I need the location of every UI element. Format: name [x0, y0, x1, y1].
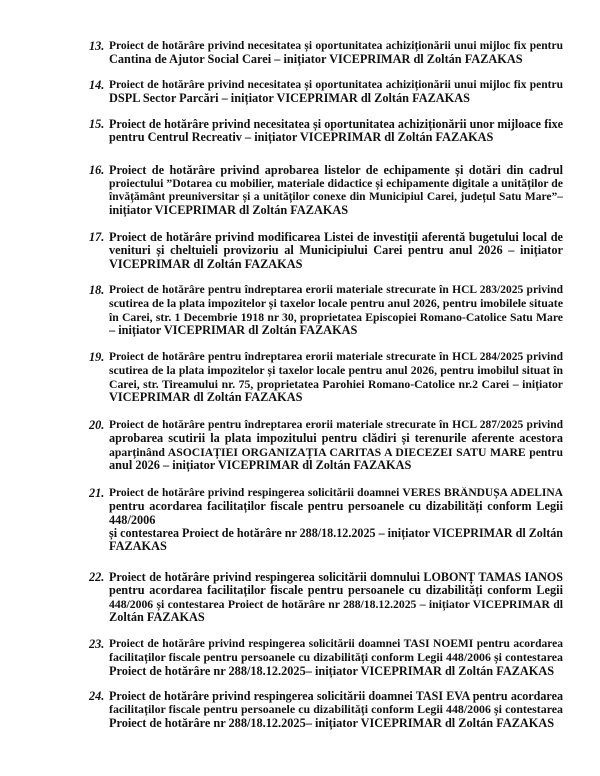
item-line: FAZAKAS [109, 540, 167, 554]
item-text [109, 79, 563, 106]
item-text [109, 164, 563, 217]
item-text [109, 351, 563, 404]
item-number: 20. [89, 418, 105, 432]
item-number: 14. [89, 78, 105, 92]
item-line: Proiect de hotărâre privind necesitatea și oportunitatea achiziționării unui mijloc fix pentru [109, 79, 563, 91]
item-line: Proiect de hotărâre pentru îndreptarea erorii materiale strecurate în HCL 284/2025 privind [109, 351, 563, 363]
item-text [109, 571, 563, 624]
item-text [109, 231, 563, 271]
item-line: DSPL Sector Parcări – inițiator VICEPRIMAR dl Zoltán FAZAKAS [109, 92, 470, 106]
item-line: Proiect de hotărâre pentru îndreptarea erorii materiale strecurate în HCL 283/2025 privind [109, 284, 563, 296]
item-number: 22. [89, 570, 105, 584]
item-number: 19. [89, 350, 105, 364]
item-line: Proiect de hotărâre pentru îndreptarea erorii materiale strecurate în HCL 287/2025 privind [109, 419, 563, 431]
item-line: Proiect de hotărâre nr 288/18.12.2025– inițiator VICEPRIMAR dl Zoltán FAZAKAS [109, 664, 555, 678]
item-line: pentru Centrul Recreativ – inițiator VICEPRIMAR dl Zoltán FAZAKAS [109, 131, 494, 145]
item-number: 23. [89, 637, 105, 651]
item-text [109, 118, 563, 145]
item-text [109, 487, 563, 553]
item-line: – inițiator VICEPRIMAR dl Zoltán FAZAKAS [109, 323, 358, 337]
item-text [109, 419, 563, 472]
item-text [109, 40, 563, 67]
item-text [109, 638, 563, 678]
item-line: pentru acordarea facilitaților fiscale pentru persoanele cu dizabilități conform Legii [109, 584, 563, 598]
item-line: Proiect de hotărâre privind necesitatea și oportunitatea achiziționării unui mijloc fix pentru [109, 40, 563, 52]
item-line: VICEPRIMAR dl Zoltán FAZAKAS [109, 390, 303, 404]
item-number: 15. [89, 117, 105, 131]
item-line: Cantina de Ajutor Social Carei – inițiator VICEPRIMAR dl Zoltán FAZAKAS [109, 53, 523, 67]
item-line: inițiator VICEPRIMAR dl Zoltán FAZAKAS [109, 203, 349, 217]
item-number: 24. [89, 689, 105, 703]
item-line: Proiect de hotărâre privind respingerea solicitării domnului LOBONȚ TAMAS IANOS [109, 571, 563, 584]
item-number: 21. [89, 486, 105, 500]
item-line: Carei, str. Tireamului nr. 75, proprietatea Parohiei Romano-Catolice nr.2 Carei – inițiator [109, 377, 563, 391]
item-number: 16. [89, 163, 105, 177]
item-text [109, 284, 563, 337]
item-line: Proiect de hotărâre privind respingerea solicitării doamnei VERES BRÂNDUȘA ADELINA [109, 487, 563, 499]
item-number: 17. [89, 230, 105, 244]
item-line: aparținând ASOCIAȚIEI ORGANIZAȚIA CARITAS A DIECEZEI SATU MARE pentru [109, 445, 563, 459]
item-line: scutirea de la plata impozitelor și taxelor locale pentru anul 2026, pentru imobilele situate [109, 297, 563, 311]
item-line: Proiect de hotărâre privind aprobarea listelor de echipamente și dotări din cadrul [109, 164, 563, 177]
item-line: 448/2006 [109, 513, 156, 527]
item-line: anul 2026 – inițiator VICEPRIMAR dl Zoltán FAZAKAS [109, 458, 412, 472]
item-line: facilitaților fiscale pentru persoanele cu dizabilități conform Legii 448/2006 și contestarea [109, 703, 563, 717]
item-line: învățământ preuniversitar și a unităților conexe din Municipiul Carei, județul Satu Mare”– [109, 190, 563, 203]
item-line: facilitaților fiscale pentru persoanele cu dizabilități conform Legii 448/2006 și contestarea [109, 651, 563, 665]
item-line: VICEPRIMAR dl Zoltán FAZAKAS [109, 257, 303, 271]
item-line: aprobarea scutirii la plata impozitului pentru clădiri și terenurile aferente acestora [109, 432, 563, 446]
item-line: Proiect de hotărâre privind respingerea solicitării doamnei TASI NOEMI pentru acordarea [109, 638, 563, 650]
item-line: 448/2006 și contestarea Proiect de hotărâre nr 288/18.12.2025 – inițiator VICEPRIMAR dl [109, 597, 563, 611]
item-line: scutirea de la plata impozitelor și taxelor locale pentru anul 2026, pentru imobilul situat în [109, 364, 563, 378]
item-number: 13. [89, 39, 105, 53]
item-line: și contestarea Proiect de hotărâre nr 288/18.12.2025 – inițiator VICEPRIMAR dl Zoltán [109, 526, 563, 540]
item-line: Proiect de hotărâre privind necesitatea și oportunitatea achiziționării unor mijloace fixe [109, 118, 563, 131]
item-line: Zoltán FAZAKAS [109, 610, 205, 624]
item-line: pentru acordarea facilitaților fiscale pentru persoanele cu dizabilități conform Legii [109, 500, 563, 514]
item-line: Proiect de hotărâre privind respingerea solicitării doamnei TASI EVA pentru acordarea [109, 690, 563, 703]
item-line: proiectului ”Dotarea cu mobilier, materiale didactice și echipamente digitale a unităților de [109, 177, 563, 191]
item-line: în Carei, str. 1 Decembrie 1918 nr 30, proprietatea Episcopiei Romano-Catolice Satu Mare [109, 310, 563, 324]
item-text [109, 690, 563, 730]
item-line: Proiect de hotărâre nr 288/18.12.2025– inițiator VICEPRIMAR dl Zoltán FAZAKAS [109, 716, 555, 730]
item-line: venituri și cheltuieli provizoriu al Municipiului Carei pentru anul 2026 – inițiator [109, 244, 563, 258]
item-line: Proiect de hotărâre privind modificarea Listei de investiții aferentă bugetului local de [109, 231, 563, 244]
item-number: 18. [89, 283, 105, 297]
